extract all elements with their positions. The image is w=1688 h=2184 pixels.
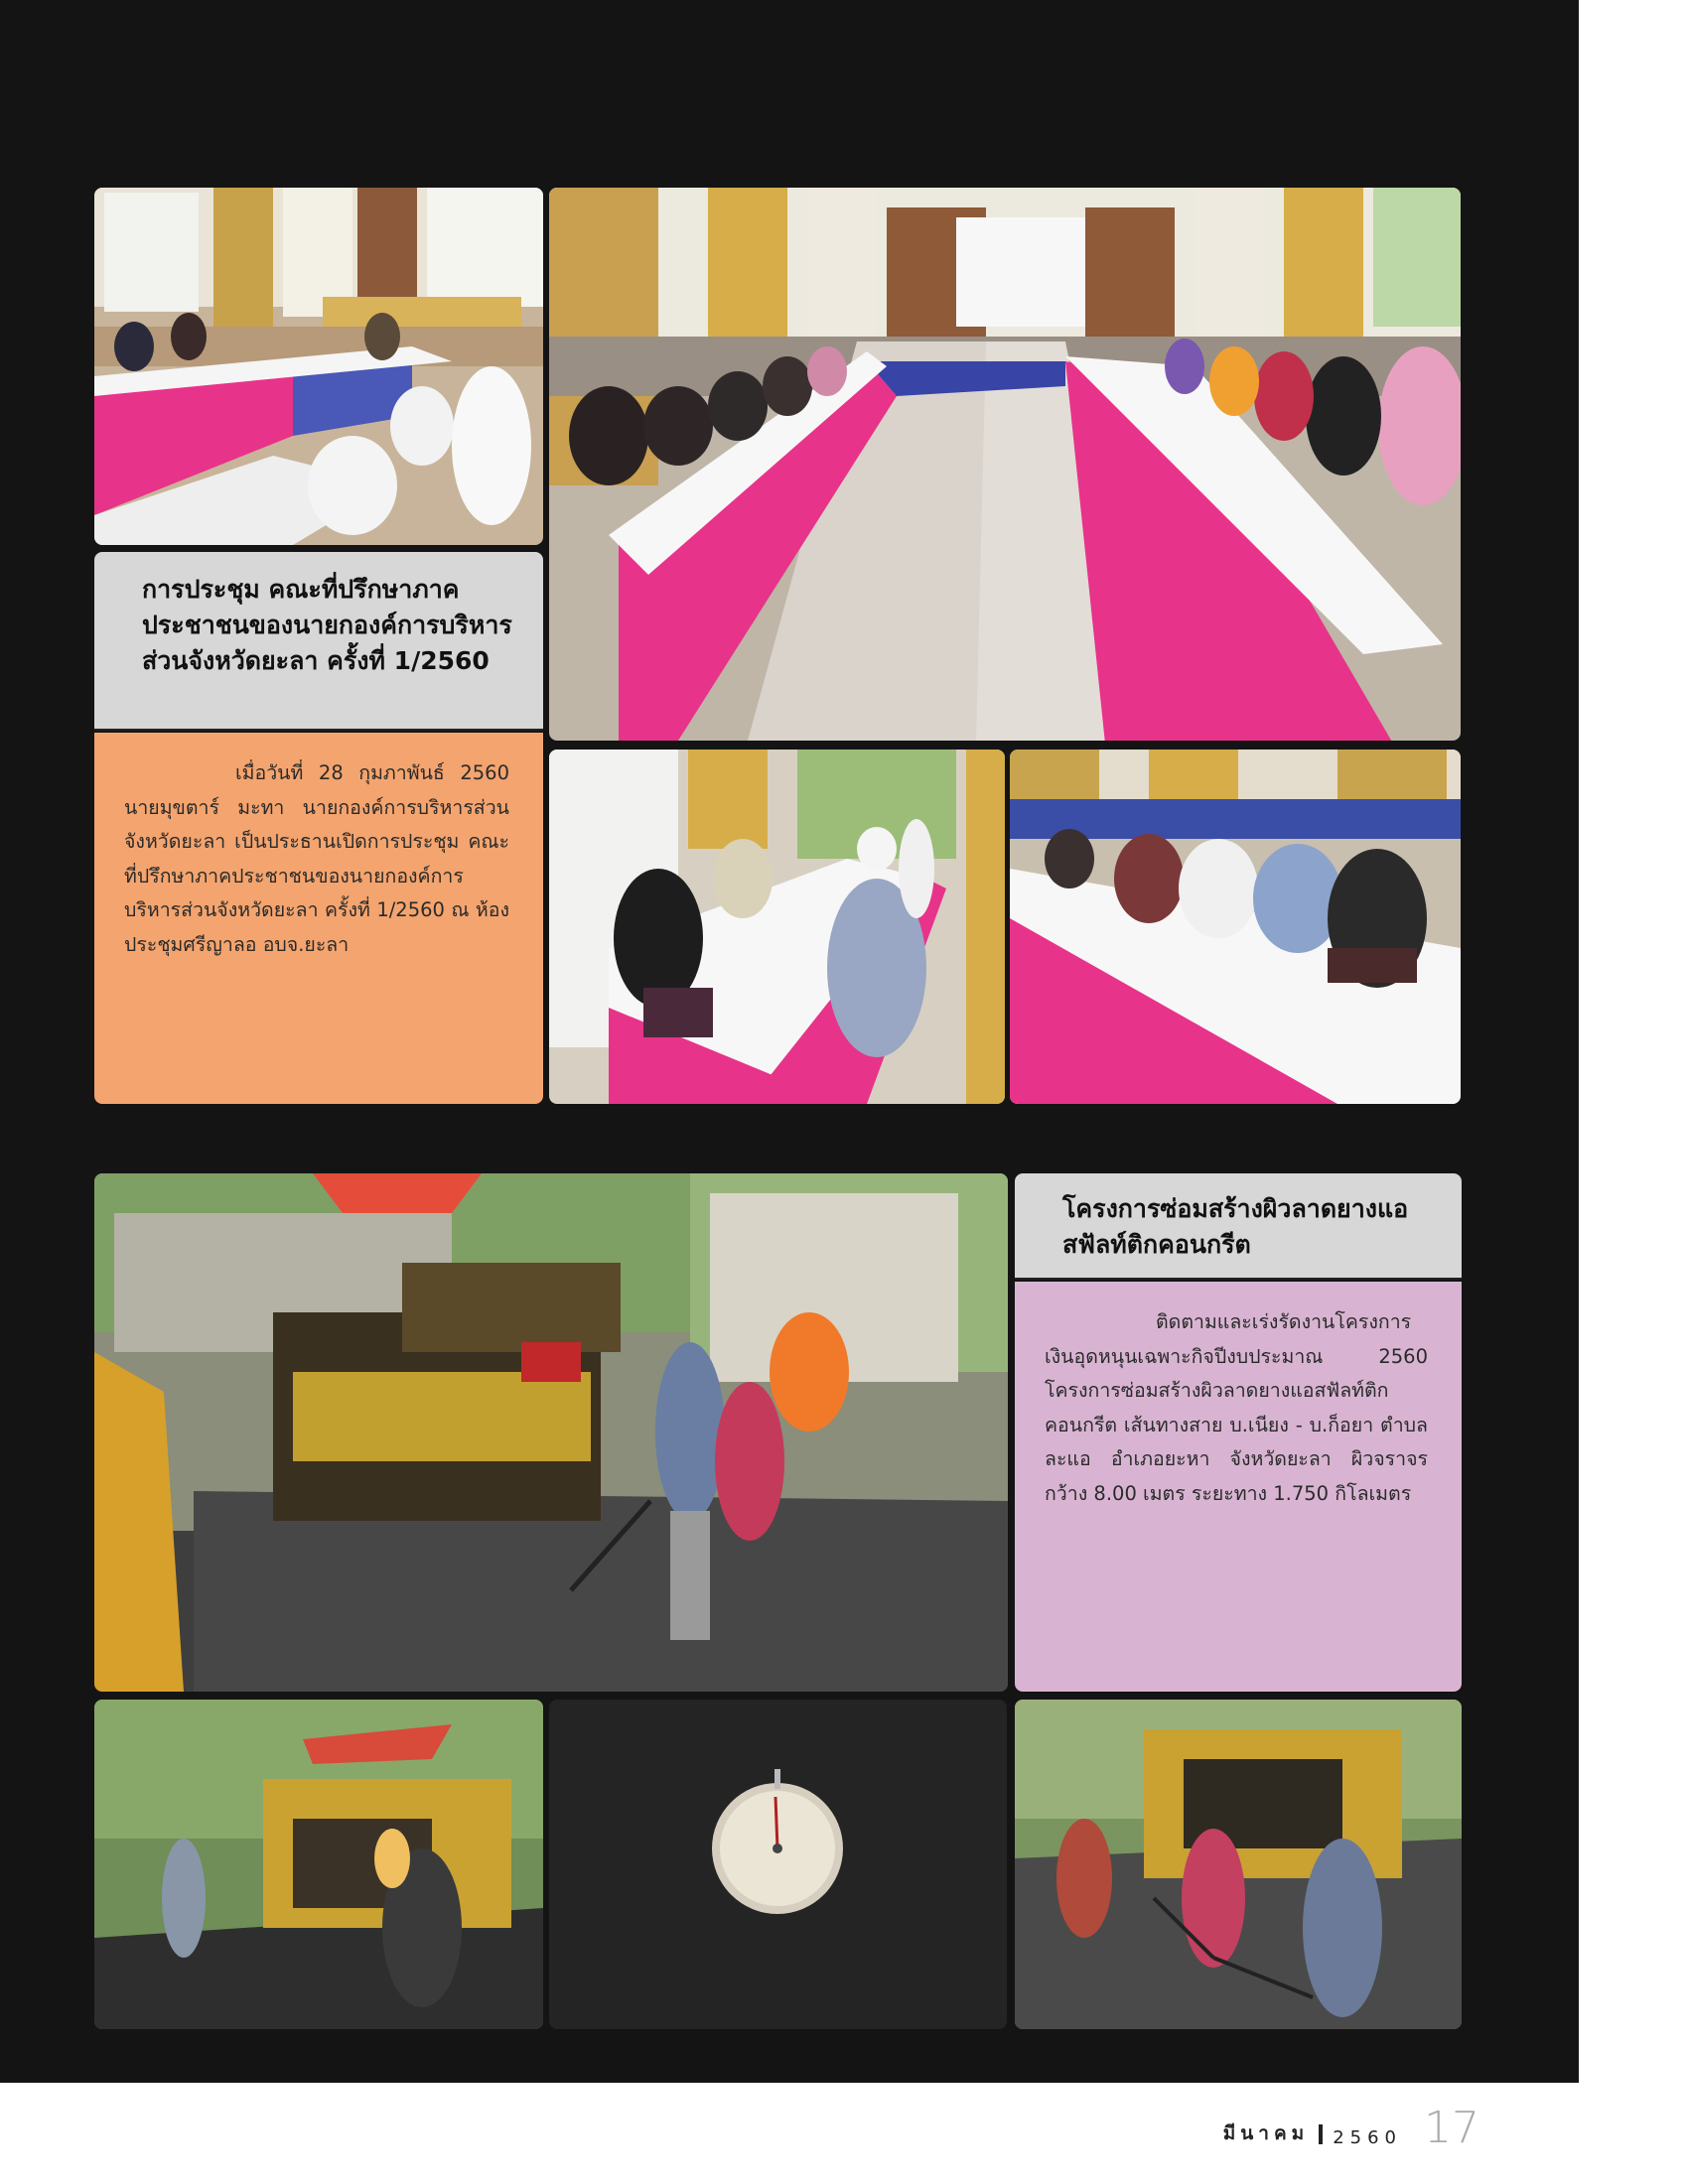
caption-divider (1015, 1278, 1462, 1280)
road-photo-thermometer (549, 1700, 1007, 2029)
meeting-caption-title: การประชุม คณะที่ปรึกษาภาคประชาชนของนายกองค์การบริหารส่วนจังหวัดยะลา ครั้งที่ 1/2560 (94, 552, 543, 729)
road-photo-paving-machine (94, 1173, 1008, 1692)
meeting-caption-body: เมื่อวันที่ 28 กุมภาพันธ์ 2560 นายมุขตาร์ มะทา นายกองค์การบริหารส่วนจังหวัดยะลา เป็นประธานเปิดการประชุม คณะที่ปรึกษาภาคประชาชนของนายกองค์การบริหารส่วนจังหวัดยะลา ครั้งที่ 1/2560 ณ ห้องประชุมศรีญาลอ อบจ.ยะลา (94, 733, 543, 1104)
footer-separator (1319, 2124, 1323, 2144)
meeting-photo-participants (1010, 750, 1461, 1104)
footer-year: 2560 (1333, 2127, 1402, 2148)
page-footer (1222, 2103, 1479, 2153)
meeting-photo-head-table (94, 188, 543, 545)
caption-divider (94, 729, 543, 731)
page-number: 17 (1424, 2103, 1479, 2153)
road-caption-title: โครงการซ่อมสร้างผิวลาดยางแอสฟัลท์ติกคอนกรีต (1015, 1173, 1462, 1278)
road-caption-body: ติดตามและเร่งรัดงานโครงการเงินอุดหนุนเฉพาะกิจปีงบประมาณ 2560 โครงการซ่อมสร้างผิวลาดยางแอสฟัลท์ติกคอนกรีต เส้นทางสาย บ.เนียง - บ.ก็อยา ตำบลละแอ อำเภอยะหา จังหวัดยะลา ผิวจราจรกว้าง 8.00 เมตร ระยะทาง 1.750 กิโลเมตร (1015, 1282, 1462, 1692)
footer-month: มีนาคม (1222, 2122, 1310, 2144)
meeting-photo-conference-hall (549, 188, 1461, 741)
road-photo-raking-asphalt (1015, 1700, 1462, 2029)
road-photo-workers-umbrella (94, 1700, 543, 2029)
meeting-photo-writing (549, 750, 1005, 1104)
